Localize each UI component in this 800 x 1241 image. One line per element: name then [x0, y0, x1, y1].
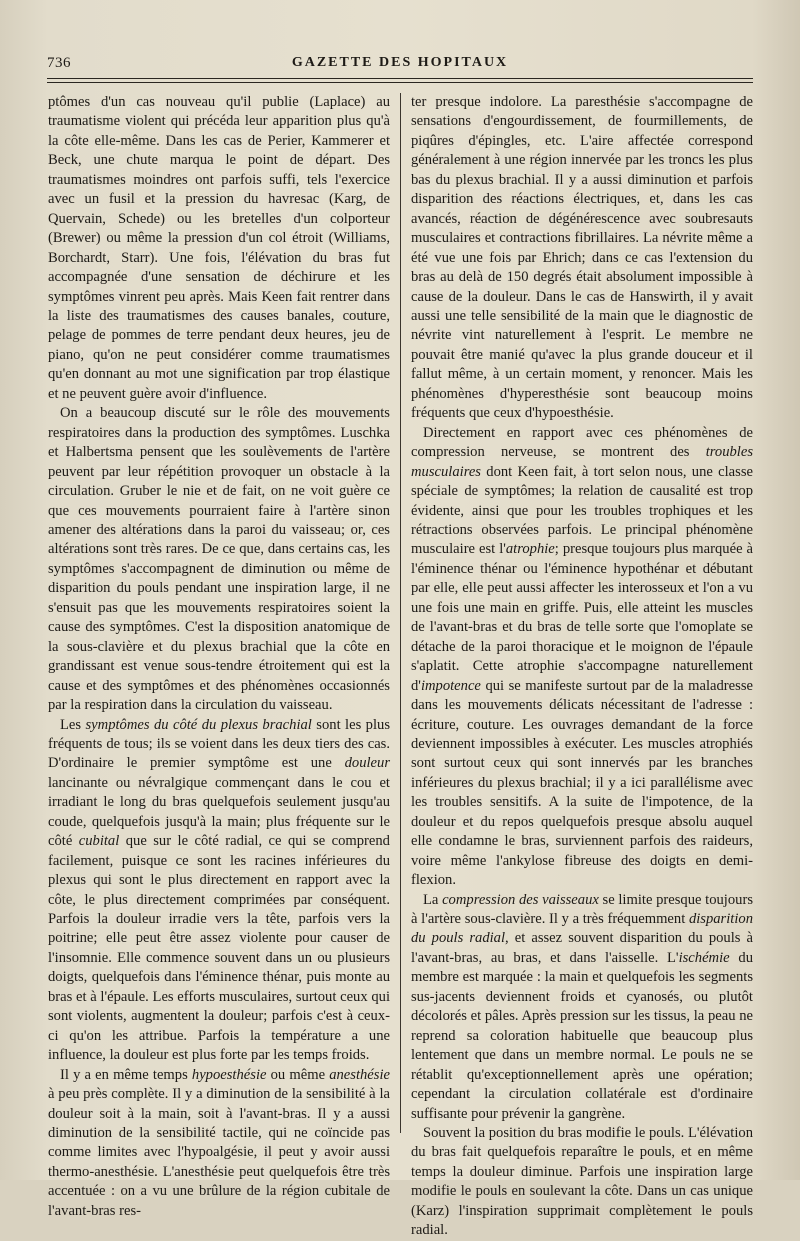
left-column [48, 93, 390, 1219]
paragraph [411, 1124, 753, 1241]
paragraph-text: qui se manifeste surtout par de la maladresse dans les mouvements délicats nécessitant de l'adresse : écriture, couture. Les ouvrages demandant de la force deviennent impossibles à exécuter. Les muscles atrophiés sont surtout ceux qui sont innervés par les branches inférieures du plexus brachial; il y a ici parallélisme avec les troubles sensitifs. A la suite de l'impotence, de la douleur et du repos quelquefois presque absolu auquel elle condamne le bras, surviennent parfois des raideurs, voire même l'ankylose fibreuse des doigts en demi-flexion. [411, 677, 753, 889]
paragraph-text: dont Keen fait, à tort selon nous, une classe spéciale de symptômes; la relation de causalité est trop évidente, ainsi que pour les troubles trophiques et les rétractions observées parfois. Le principal phénomène musculaire est l' [411, 463, 753, 558]
italic-term: atrophie [505, 541, 555, 558]
paragraph-text: , et assez souvent disparition du pouls à l'avant-bras, au bras, et dans l'aisselle. L' [411, 930, 753, 966]
paragraph-text: La [423, 891, 443, 908]
italic-term: cubital [78, 833, 120, 850]
italic-term: ischémie [678, 949, 730, 966]
paragraph-text: On a beaucoup discuté sur le rôle des mouvements respiratoires dans la production des symptômes. Luschka et Halbertsma pensent que les soulèvements de l'artère peuvent par leur répétition provoquer un obstacle à la circulation. Gruber le nie et de fait, on ne voit guère ce que ces mouvements pourraient faire à l'artère sinon amener des altérations dans la paroi du vaisseau; or, ces altérations sont très rares. De ce que, dans certains cas, les symptômes s'accompagnent de diminution ou même de disparition du pouls pendant une inspiration large, il ne s'ensuit pas que les mouvements respiratoires soient la cause des symptômes. C'est la disposition anatomique de la sous-clavière et du plexus brachial que la côte en grandissant est venue sous-tendre étroitement qui est la cause et des symptômes et des phénomènes occasionnés par la respiration dans la circulation du vaisseau. [48, 405, 390, 714]
paragraph-text: du membre est marquée : la main et quelquefois les segments sus-jacents deviennent froids et cyanosés, ou plutôt décolorés et pâles. Après pression sur les tissus, la peau ne reprend sa coloration habituelle que beaucoup plus lentement que dans un membre normal. Le pouls ne se rétablit qu'exceptionnellement après une opération; cependant la circulation collatérale est d'ordinaire suffisante pour prévenir la gangrène. [411, 949, 753, 1122]
paragraph-text: sont les plus fréquents de tous; ils se voient dans les deux tiers des cas. D'ordinaire le premier symptôme est une [48, 716, 390, 772]
italic-term: douleur [344, 755, 390, 772]
italic-term: symptômes du côté du plexus brachial [85, 716, 312, 733]
column-divider [400, 93, 401, 1133]
journal-title: GAZETTE DES HOPITAUX [291, 55, 509, 70]
italic-term: hypoesthésie [191, 1066, 267, 1083]
paragraph-text: ou même [266, 1066, 330, 1083]
italic-term: troubles musculaires [411, 444, 753, 480]
paragraph-text: Directement en rapport avec ces phénomènes de compression nerveuse, se montrent des [411, 424, 753, 461]
paragraph [411, 93, 753, 424]
paragraph-text: se limite presque toujours à l'artère sous-clavière. Il y a très fréquemment [411, 891, 753, 928]
italic-term: anesthésie [329, 1066, 390, 1083]
paragraph [48, 93, 390, 404]
paragraph [48, 1066, 390, 1222]
paragraph-text: ; presque toujours plus marquée à l'éminence thénar ou l'éminence hypothénar et débutant par elle, elle peut aussi affecter les interosseux et l'on a vu une fois une main en griffe. Puis, elle atteint les muscles de l'avant-bras et du bras de telle sorte que l'omoplate se détache de la paroi thoracique et le moignon de l'épaule s'aplatit. Cette atrophie s'accompagne naturellement d' [411, 541, 753, 694]
page-header [47, 55, 753, 75]
paragraph [48, 404, 390, 715]
paragraph-text: Souvent la position du bras modifie le pouls. L'élévation du bras fait quelquefois reparaître le pouls, et en même temps la douleur diminue. Parfois une inspiration large modifie le pouls en soulevant la côte. Dans un cas unique (Karz) l'inspiration supprimait complètement le pouls radial. [411, 1125, 753, 1239]
paragraph-text: ter presque indolore. La paresthésie s'accompagne de sensations d'engourdissement, de fourmillements, de piqûres d'épingles, etc. L'aire affectée correspond généralement à une région innervée par les troncs les plus bas du plexus brachial. Il y a aussi diminution et parfois disparition des réactions électriques, et, dans les cas avancés, réaction de dégénérescence avec soubresauts musculaires et contractions fibrillaires. La névrite même a été vue une fois par Ehrich; dans ce cas l'extension du bras au delà de 150 degrés était absolument impossible à cause de la douleur. Dans le cas de Hanswirth, il y avait aussi une telle sensibilité de la main que le diagnostic de névrite vint naturellement à l'esprit. Le membre ne pouvait être manié qu'avec la plus grande douceur et il fallut même, à un certain moment, y renoncer. Mais les phénomènes d'hyperesthésie sont beaucoup moins fréquents que ceux d'hypoesthésie. [411, 94, 753, 422]
paragraph [411, 424, 753, 891]
paragraph-text: Il y a en même temps [60, 1066, 192, 1083]
header-rule-bottom [47, 82, 753, 83]
right-column [411, 93, 753, 1239]
paragraph-text: que sur le côté radial, ce qui se comprend facilement, puisque ce sont les racines inférieures du plexus qui sont le plus directement en rapport avec la côte, le plus directement comprimées par conséquent. Parfois la douleur irradie vers la tête, parfois vers la poitrine; elle peut être assez violente pour causer de l'insomnie. Elle commence souvent dans un ou plusieurs doigts, quelquefois dans l'éminence thénar, puis monte au bras et à l'épaule. Les efforts musculaires, surtout ceux qui sont violents, augmentent la douleur; parfois c'est à ceux-ci qu'on les attribue. Parfois la température a une influence, la douleur est plus forte par les temps froids. [48, 833, 390, 1064]
italic-term: compression des vaisseaux [442, 891, 599, 908]
paragraph-text: ptômes d'un cas nouveau qu'il publie (Laplace) au traumatisme violent qui précéda leur apparition plus qu'à la côte elle-même. Dans les cas de Perier, Kammerer et Beck, une chute marqua le point de départ. Des traumatismes moindres ont parfois suffi, tels l'exercice avec un fusil et la pression du havresac (Karg, de Quervain, Schede) ou les bretelles d'un colporteur (Brewer) ou même la pression d'un col étroit (Williams, Borchardt, Starr). Une fois, l'élévation du bras fut accompagnée d'une sensation de déchirure et les symptômes vinrent peu après. Mais Keen fait rentrer dans la liste des traumatismes des causes banales, couture, pelage de pommes de terre pendant deux heures, jeu de piano, qu'on ne peut considérer comme traumatismes qu'en donnant au mot une signification par trop élastique et ne peuvent guère avoir d'influence. [48, 94, 390, 402]
italic-term: impotence [420, 677, 481, 694]
paragraph [411, 891, 753, 1124]
paragraph-text: Les [60, 716, 86, 733]
header-rule-top [47, 78, 753, 79]
italic-term: disparition du pouls radial [411, 911, 753, 947]
paragraph-text: à peu près complète. Il y a diminution de la sensibilité à la douleur soit à la main, soit à l'avant-bras. Il y a aussi diminution de la sensibilité tactile, qui ne coïncide pas comme limites avec l'hypoalgésie, il peut y avoir aussi thermo-anesthésie. L'anesthésie peut quelquefois être très accentuée : on a vu une brûlure de la région cubitale de l'avant-bras res- [48, 1086, 390, 1219]
paragraph-text: lancinante ou névralgique commençant dans le cou et irradiant le long du bras quelquefois seulement jusqu'au coude, quelquefois jusqu'à la main; plus fréquente sur le côté [48, 774, 390, 850]
paragraph [48, 716, 390, 1066]
page-number: 736 [47, 55, 71, 71]
